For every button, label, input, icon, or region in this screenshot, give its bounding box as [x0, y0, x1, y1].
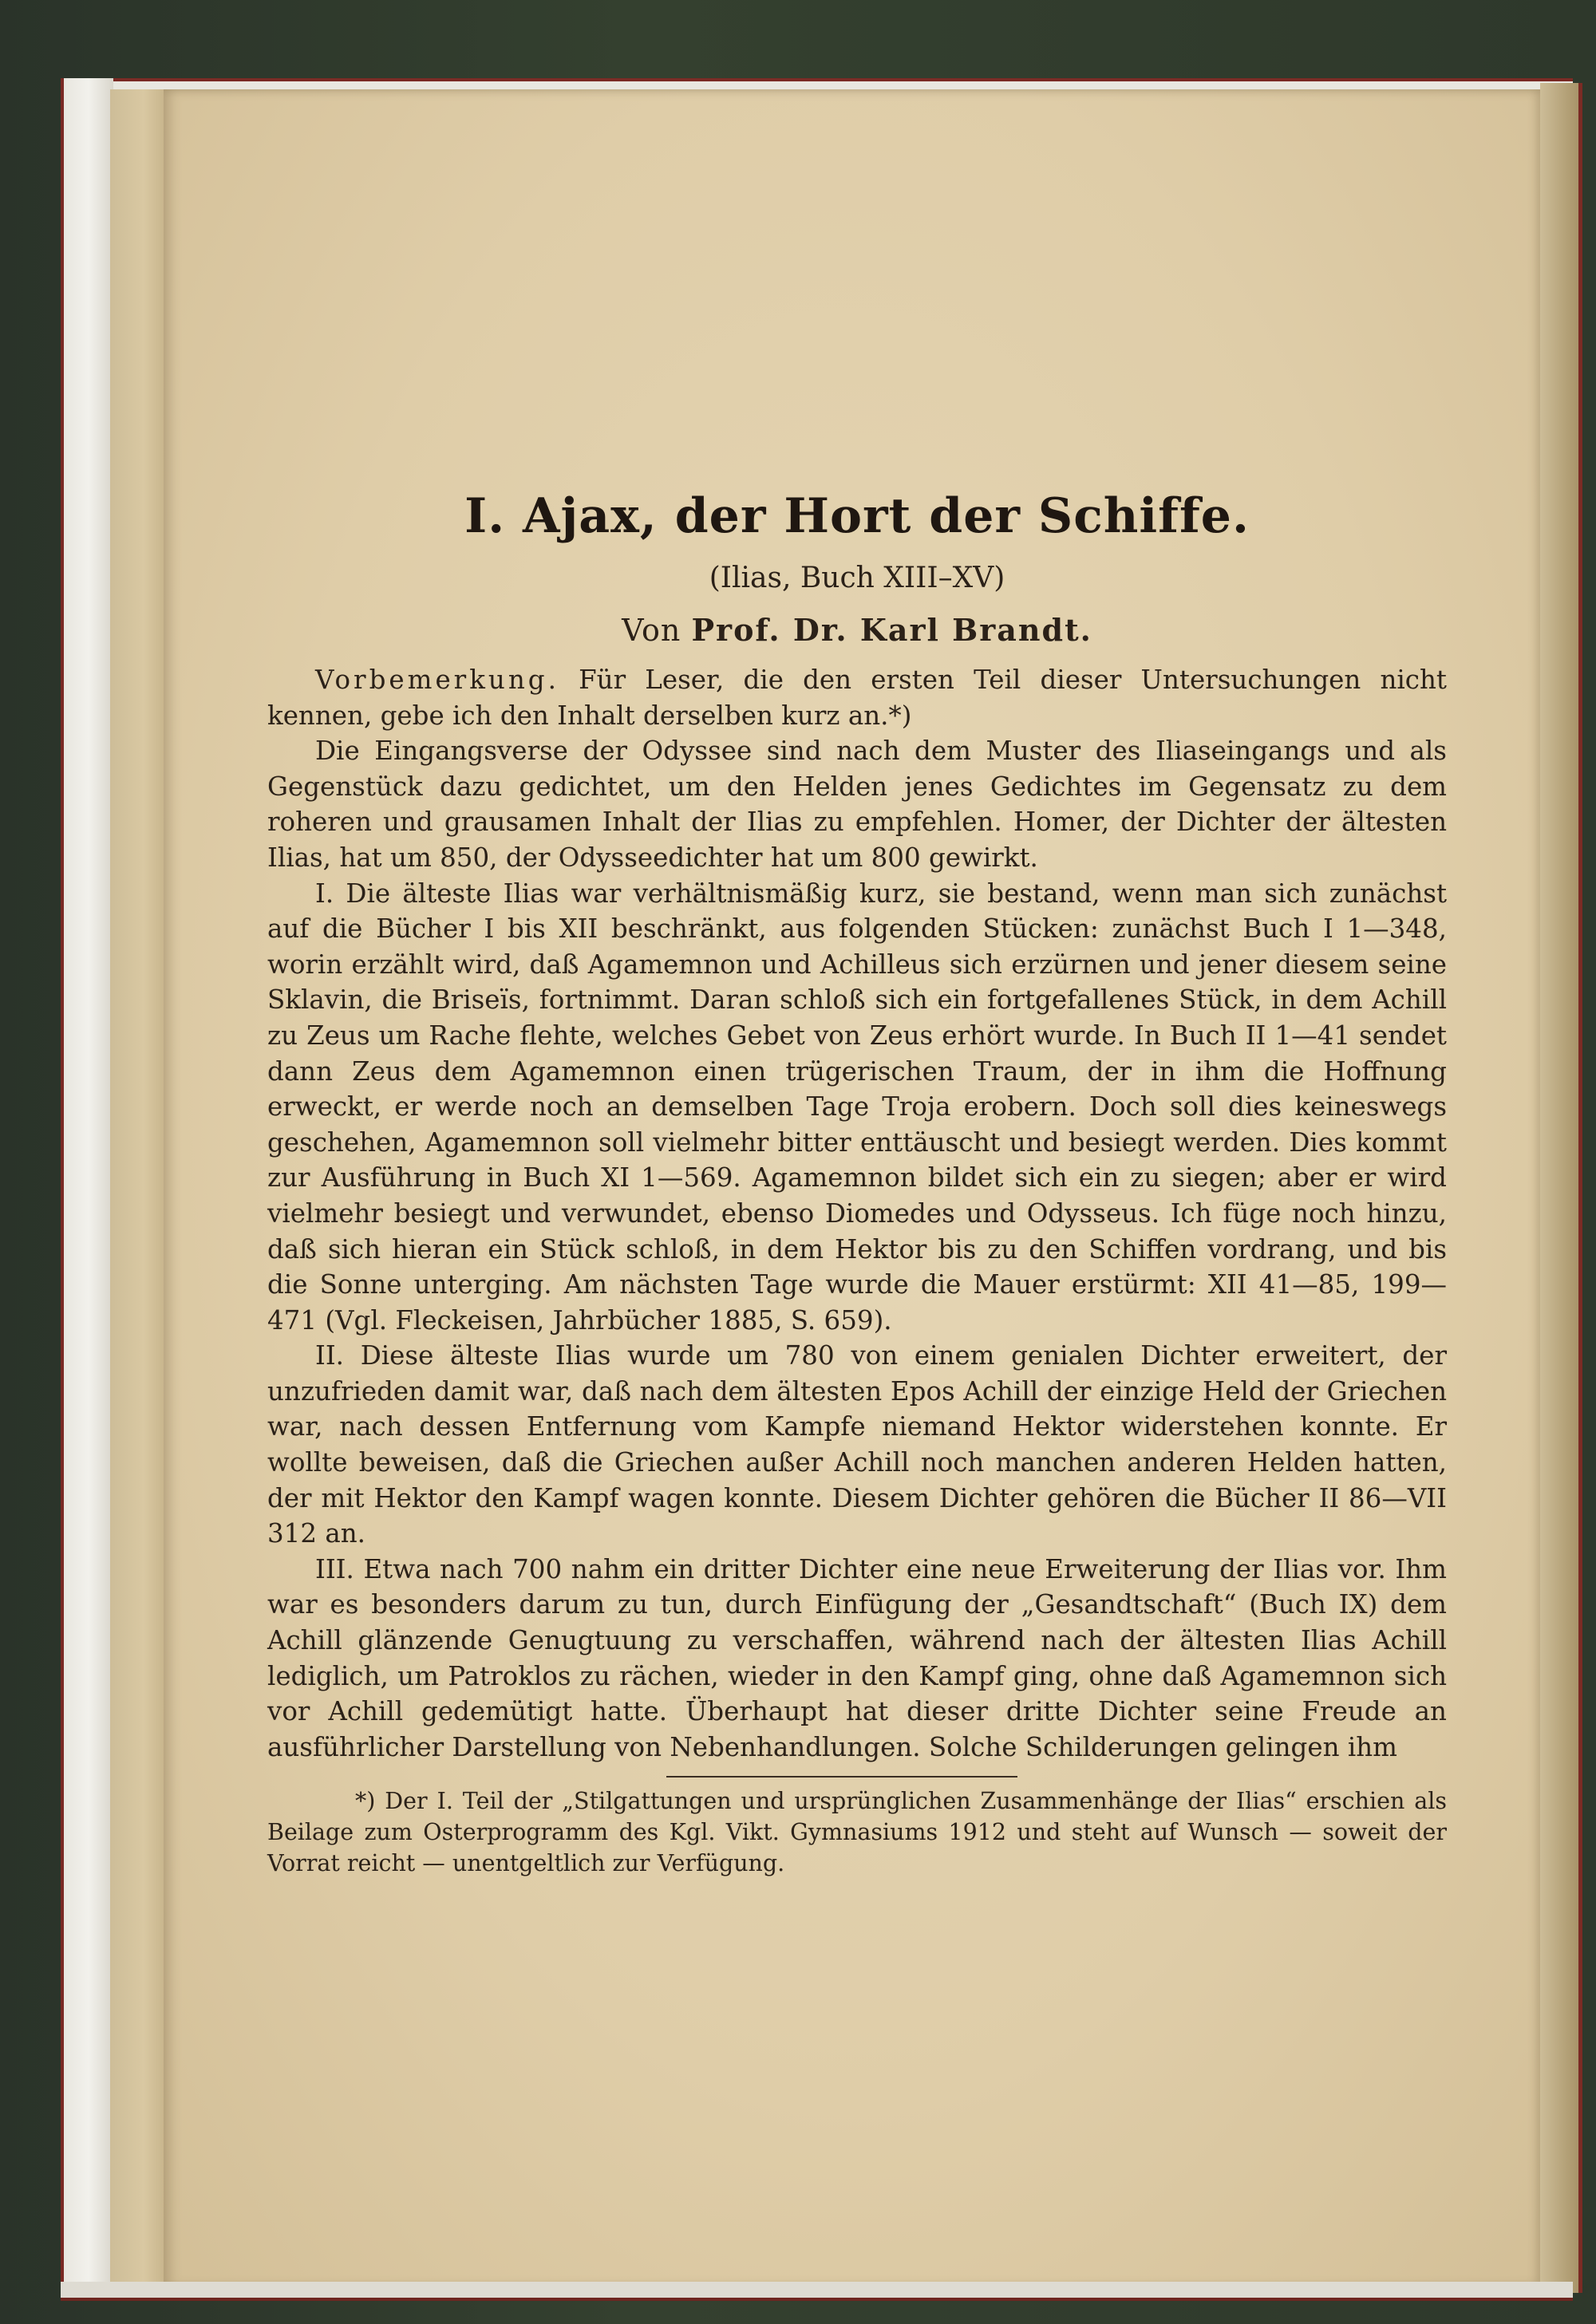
author-line — [267, 612, 1447, 648]
chapter-title: I. Ajax, der Hort der Schiffe. — [464, 488, 1250, 544]
paragraph-section-ii: II. Diese älteste Ilias wurde um 780 von einem genialen Dichter erweitert, der unzufrieden damit war, daß nach dem ältesten Epos Achill der einzige Held der Griechen war, nach dessen Entfernung vom Kampfe niemand Hektor widerstehen konnte. Er wollte beweisen, daß die Griechen außer Achill noch manchen anderen Helden hatten, der mit Hektor den Kampf wagen konnte. Diesem Dichter gehören die Bücher II 86—VII 312 an. — [267, 1340, 1447, 1549]
preliminary-note-label: Vorbemerkung. — [315, 665, 559, 695]
author-name: Prof. Dr. Karl Brandt. — [691, 612, 1092, 648]
paragraph-section-iii: III. Etwa nach 700 nahm ein dritter Dichter eine neue Erweiterung der Ilias vor. Ihm war es besonders darum zu tun, durch Einfügung der „Gesandtschaft“ (Buch IX) dem Achill glänzende Genugtuung zu verschaffen, während nach der ältesten Ilias Achill lediglich, um Patroklos zu rächen, wieder in den Kampf ging, ohne daß Agamemnon sich vor Achill gedemütigt hatte. Überhaupt hat dieser dritte Dichter seine Freude an ausführlicher Darstellung von Nebenhandlungen. Solche Schilderungen gelingen ihm — [267, 1553, 1447, 1762]
chapter-subtitle: (Ilias, Buch XIII–XV) — [709, 562, 1005, 594]
page-text-column — [267, 488, 1447, 1879]
author-prefix: Von — [622, 613, 681, 648]
paragraph-preliminary-note — [267, 662, 1447, 733]
footnote-separator — [666, 1776, 1017, 1778]
book-cover-bottom-edge — [61, 2282, 1573, 2301]
page-gutter — [110, 89, 166, 2287]
preliminary-note-text: Für Leser, die den ersten Teil dieser Untersuchungen nicht kennen, gebe ich den Inhalt derselben kurz an.*) — [267, 665, 1447, 731]
paragraph-opening-verses: Die Eingangsverse der Odyssee sind nach dem Muster des Iliaseingangs und als Gegenstück dazu gedichtet, um den Helden jenes Gedichtes im Gegensatz zu dem roheren und grausamen Inhalt der Ilias zu empfehlen. Homer, der Dichter der ältesten Ilias, hat um 850, der Odysseedichter hat um 800 gewirkt. — [267, 736, 1447, 873]
book-cover-left-edge — [61, 78, 113, 2299]
footnote: *) Der I. Teil der „Stilgattungen und ursprünglichen Zusammenhänge der Ilias“ erschien als Beilage zum Osterprogramm des Kgl. Vikt. Gymnasiums 1912 und steht auf Wunsch — soweit der Vorrat reicht — unentgeltlich zur Verfügung. — [267, 1788, 1447, 1877]
paragraph-section-i: I. Die älteste Ilias war verhältnismäßig kurz, sie bestand, wenn man sich zunächst auf die Bücher I bis XII beschränkt, aus folgenden Stücken: zunächst Buch I 1—348, worin erzählt wird, daß Agamemnon und Achilleus sich erzürnen und jener diesem seine Sklavin, die Briseïs, fortnimmt. Daran schloß sich ein fortgefallenes Stück, in dem Achill zu Zeus um Rache flehte, welches Gebet von Zeus erhört wurde. In Buch II 1—41 sendet dann Zeus dem Agamemnon einen trügerischen Traum, der in ihm die Hoffnung erweckt, er werde noch an demselben Tage Troja erobern. Doch soll dies keineswegs geschehen, Agamemnon soll vielmehr bitter enttäuscht und besiegt werden. Dies kommt zur Ausführung in Buch XI 1—569. Agamemnon bildet sich ein zu siegen; aber er wird vielmehr besiegt und verwundet, ebenso Diomedes und Odysseus. Ich füge noch hinzu, daß sich hieran ein Stück schloß, in dem Hektor bis zu den Schiffen vordrang, und bis die Sonne unterging. Am nächsten Tage wurde die Mauer erstürmt: XII 41—85, 199—471 (Vgl. Fleckeisen, Jahrbücher 1885, S. 659). — [267, 878, 1447, 1336]
page-stack-right-edge — [1540, 83, 1582, 2293]
